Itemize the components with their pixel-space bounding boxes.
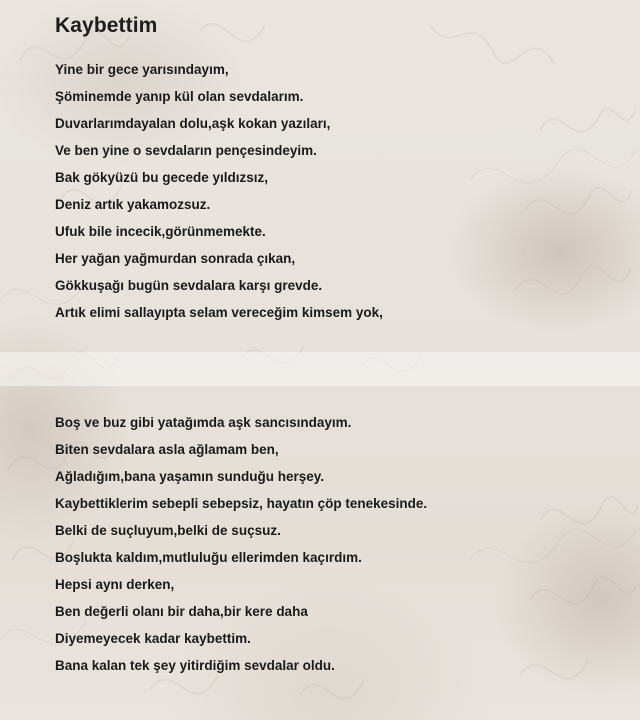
poem-line: Bana kalan tek şey yitirdiğim sevdalar oldu.	[55, 658, 335, 673]
poem-line: Şöminemde yanıp kül olan sevdalarım.	[55, 89, 304, 104]
poem-line: Duvarlarımdayalan dolu,aşk kokan yazıları,	[55, 116, 331, 131]
poem-stanza-one	[55, 56, 640, 326]
poem-line: Kaybettiklerim sebepli sebepsiz, hayatın çöp tenekesinde.	[55, 496, 428, 511]
poem-line: Bak gökyüzü bu gecede yıldızsız,	[55, 170, 269, 185]
poem-line: Belki de suçluyum,belki de suçsuz.	[55, 523, 281, 538]
poem-line: Yine bir gece yarısındayım,	[55, 62, 229, 77]
poem-line: Boş ve buz gibi yatağımda aşk sancısındayım.	[55, 415, 352, 430]
poem-line: Hepsi aynı derken,	[55, 577, 175, 592]
poem-line: Artık elimi sallayıpta selam vereceğim kimsem yok,	[55, 305, 383, 320]
poem-line: Her yağan yağmurdan sonrada çıkan,	[55, 251, 296, 266]
page-title: Kaybettim	[55, 14, 158, 37]
poem-stanza-two	[55, 409, 640, 679]
poem-line: Diyemeyecek kadar kaybettim.	[55, 631, 251, 646]
poem-line: Gökkuşağı bugün sevdalara karşı grevde.	[55, 278, 323, 293]
poem-line: Ben değerli olanı bir daha,bir kere daha	[55, 604, 308, 619]
poem-line: Deniz artık yakamozsuz.	[55, 197, 211, 212]
poem-line: Ve ben yine o sevdaların pençesindeyim.	[55, 143, 317, 158]
poem-line: Biten sevdalara asla ağlamam ben,	[55, 442, 279, 457]
poem-line: Ağladığım,bana yaşamın sunduğu herşey.	[55, 469, 325, 484]
poem-line: Boşlukta kaldım,mutluluğu ellerimden kaçırdım.	[55, 550, 362, 565]
poem-line: Ufuk bile incecik,görünmemekte.	[55, 224, 266, 239]
